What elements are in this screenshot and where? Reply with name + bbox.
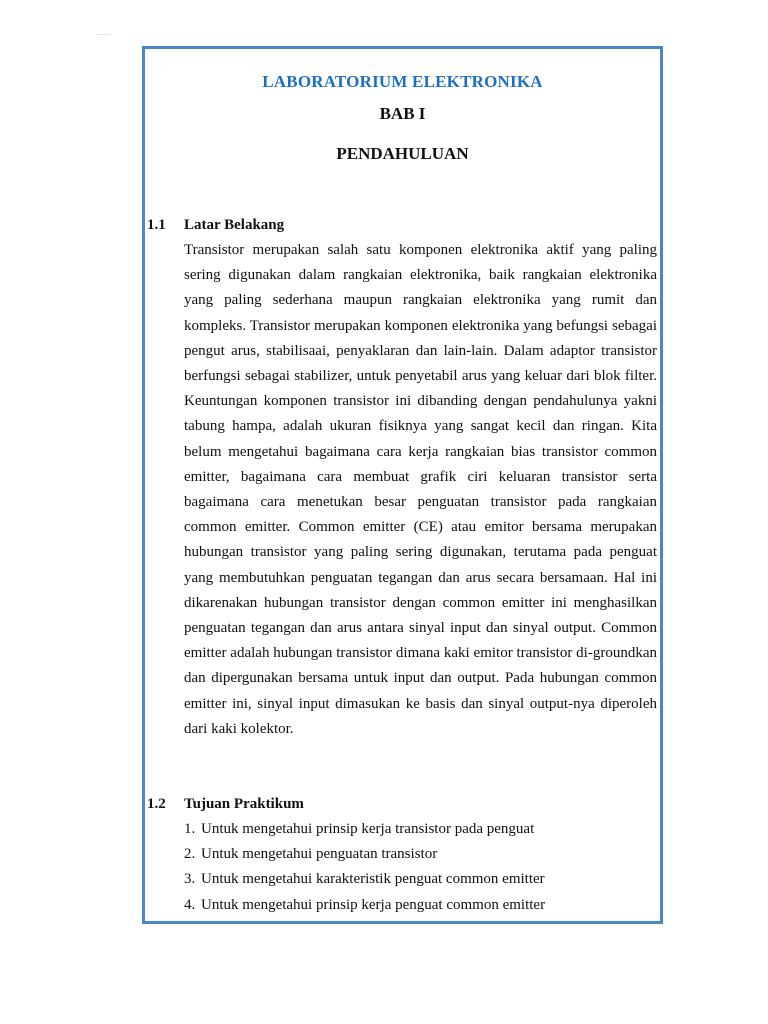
section-title-tujuan-praktikum: Tujuan Praktikum: [184, 796, 304, 812]
list-item-number: 4.: [184, 896, 196, 913]
lab-title: LABORATORIUM ELEKTRONIKA: [262, 72, 543, 91]
list-item-text: Untuk mengetahui penguatan transistor: [201, 846, 438, 863]
page-corner-mark: [96, 34, 110, 35]
list-item: [184, 867, 657, 892]
background-paragraph: Transistor merupakan salah satu komponen elektronika aktif yang paling sering digunakan dalam rangkaian elektronika, baik rangkaian elektronika yang paling sederhana maupun rangkaian elektronika yang rumit dan kompleks. Transistor merupakan komponen elektronika yang befungsi sebagai pengut arus, stabilisaai, penyaklaran dan lain-lain. Dalam adaptor transistor berfungsi sebagai stabilizer, untuk penyetabil arus yang keluar dari blok filter. Keuntungan komponen transistor ini dibanding dengan pendahulunya yakni tabung hampa, adalah ukuran fisiknya yang sangat kecil dan ringan. Kita belum mengetahui bagaimana cara kerja rangkaian bias transistor common emitter, bagaimana cara membuat grafik ciri keluaran transistor serta bagaimana cara menetukan besar penguatan transistor pada rangkaian common emitter. Common emitter (CE) atau emitor bersama merupakan hubungan transistor yang paling sering digunakan, terutama pada penguat yang membutuhkan penguatan tegangan dan arus secara bersamaan. Hal ini dikarenakan hubungan transistor dengan common emitter ini menghasilkan penguatan tegangan dan arus antara sinyal input dan sinyal output. Common emitter adalah hubungan transistor dimana kaki emitor transistor di-groundkan dan dipergunakan bersama untuk input dan output. Pada hubungan common emitter ini, sinyal input dimasukan ke basis dan sinyal output-nya diperoleh dari kaki kolektor.: [184, 242, 657, 737]
chapter-title: PENDAHULUAN: [336, 144, 469, 163]
list-item-number: 1.: [184, 821, 196, 837]
section-title-latar-belakang: Latar Belakang: [184, 217, 285, 233]
objectives-list: [184, 817, 657, 918]
list-item: [184, 842, 657, 867]
list-item: [184, 817, 657, 842]
section-number-1-2: 1.2: [147, 796, 166, 812]
list-item: [184, 893, 657, 918]
list-item-text: Untuk mengetahui karakteristik penguat common emitter: [201, 871, 545, 888]
section-number-1-1: 1.1: [147, 217, 166, 233]
list-item-text: Untuk mengetahui prinsip kerja penguat common emitter: [201, 896, 546, 913]
list-item-number: 3.: [184, 871, 196, 888]
chapter-number: BAB I: [379, 104, 426, 123]
list-item-number: 2.: [184, 846, 196, 863]
list-item-text: Untuk mengetahui prinsip kerja transistor pada penguat: [201, 821, 535, 837]
